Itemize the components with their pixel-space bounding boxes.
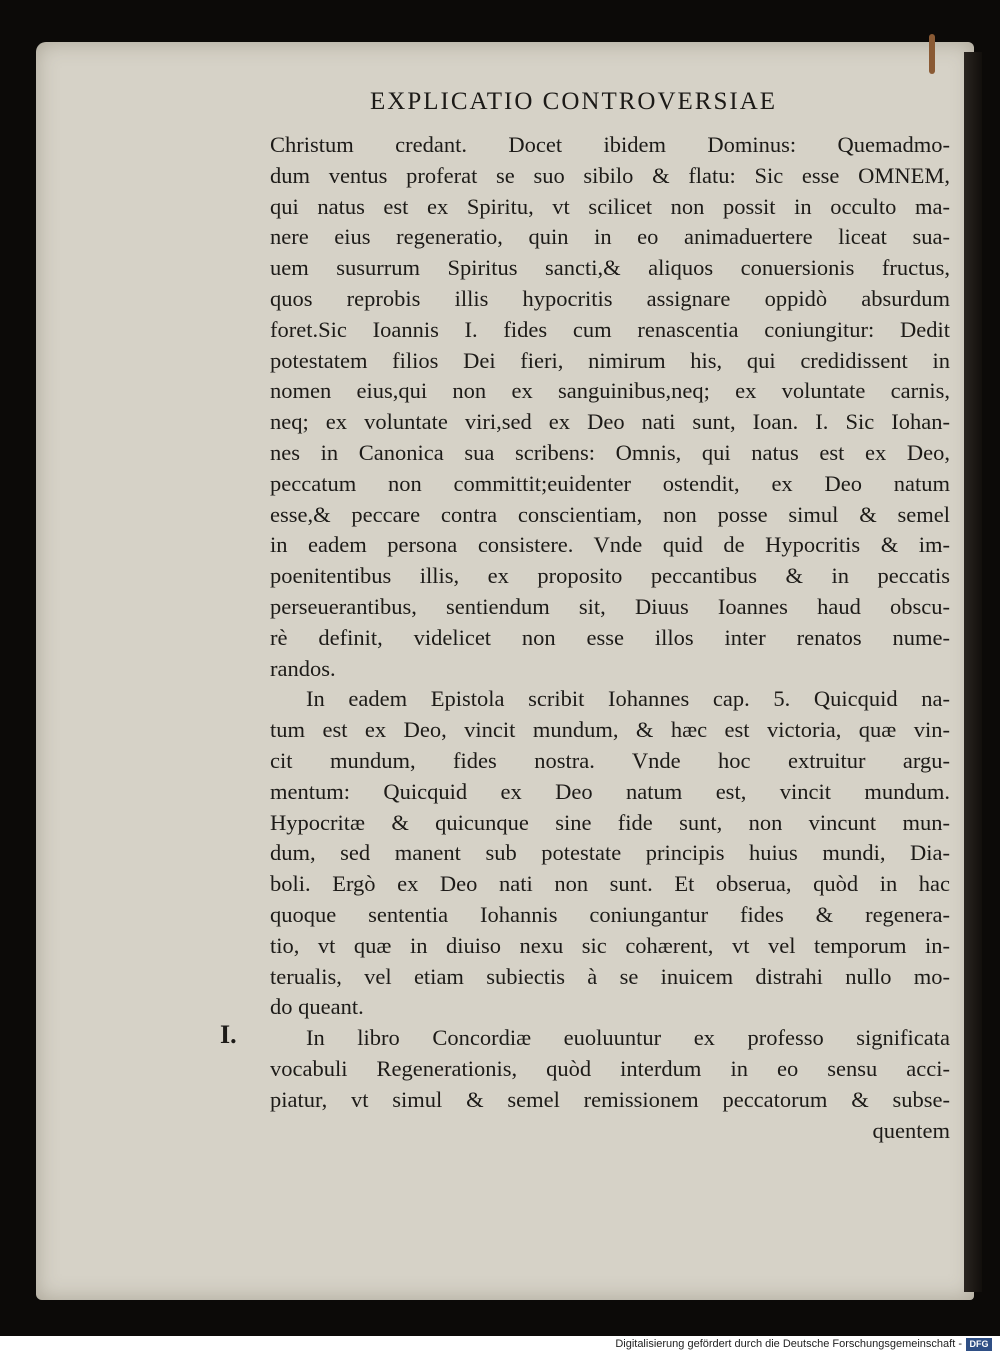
text-line: dum ventus proferat se suo sibilo & flatu: Sic esse OMNEM, bbox=[270, 162, 950, 188]
text-line: poenitentibus illis, ex proposito peccantibus & in peccatis bbox=[270, 563, 950, 589]
text-line: boli. Ergò ex Deo nati non sunt. Et obserua, quòd in hac bbox=[270, 871, 950, 897]
dfg-logo: DFG bbox=[966, 1338, 992, 1351]
text-line: quos reprobis illis hypocritis assignare oppidò absurdum bbox=[270, 285, 950, 311]
text-line: qui natus est ex Spiritu, vt scilicet non possit in occulto ma- bbox=[270, 193, 950, 219]
text-line: Christum credant. Docet ibidem Dominus: Quemadmo- bbox=[270, 132, 950, 157]
text-line: rè definit, videlicet non esse illos inter renatos nume- bbox=[270, 624, 950, 650]
text-line: In eadem Epistola scribit Iohannes cap. 5. Quicquid na- bbox=[306, 686, 950, 712]
text-line: nomen eius,qui non ex sanguinibus,neq; ex voluntate carnis, bbox=[270, 378, 950, 404]
text-line: in eadem persona consistere. Vnde quid de Hypocritis & im- bbox=[270, 532, 950, 558]
catchword: quentem bbox=[872, 1117, 950, 1143]
text-line: foret.Sic Ioannis I. fides cum renascentia coniungitur: Dedit bbox=[270, 316, 950, 342]
text-line: nere eius regeneratio, quin in eo animaduertere liceat sua- bbox=[270, 224, 950, 250]
text-line: uem susurrum Spiritus sancti,& aliquos conuersionis fructus, bbox=[270, 255, 950, 281]
footer-bar bbox=[0, 1336, 1000, 1354]
text-line: tio, vt quæ in diuiso nexu sic cohærent, vt vel temporum in- bbox=[270, 932, 950, 958]
running-head: EXPLICATIO CONTROVERSIAE bbox=[370, 88, 778, 115]
text-line: Hypocritæ & quicunque sine fide sunt, non vincunt mun- bbox=[270, 809, 950, 835]
marginal-note: I. bbox=[220, 1020, 237, 1049]
text-line: do queant. bbox=[270, 994, 364, 1020]
text-line: peccatum non committit;euidenter ostendit, ex Deo natum bbox=[270, 470, 950, 496]
text-line: piatur, vt simul & semel remissionem peccatorum & subse- bbox=[270, 1086, 950, 1112]
page-tab-marker bbox=[929, 34, 935, 74]
body-text bbox=[270, 130, 950, 1146]
text-line: In libro Concordiæ euoluuntur ex professo significata bbox=[306, 1025, 950, 1051]
text-line: vocabuli Regenerationis, quòd interdum in eo sensu acci- bbox=[270, 1055, 950, 1081]
text-line: esse,& peccare contra conscientiam, non posse simul & semel bbox=[270, 501, 950, 527]
text-line: dum, sed manent sub potestate principis huius mundi, Dia- bbox=[270, 840, 950, 866]
funding-notice: Digitalisierung gefördert durch die Deutsche Forschungsgemeinschaft - bbox=[615, 1338, 962, 1350]
text-line: mentum: Quicquid ex Deo natum est, vincit mundum. bbox=[270, 778, 950, 804]
text-line: potestatem filios Dei fieri, nimirum his, qui credidissent in bbox=[270, 347, 950, 373]
text-line: tum est ex Deo, vincit mundum, & hæc est victoria, quæ vin- bbox=[270, 717, 950, 743]
text-line: neq; ex voluntate viri,sed ex Deo nati sunt, Ioan. I. Sic Iohan- bbox=[270, 409, 950, 435]
text-line: nes in Canonica sua scribens: Omnis, qui natus est ex Deo, bbox=[270, 439, 950, 465]
text-line: randos. bbox=[270, 655, 336, 681]
text-line: quoque sententia Iohannis coniungantur fides & regenera- bbox=[270, 901, 950, 927]
page-edge-shadow bbox=[964, 52, 982, 1292]
text-line: cit mundum, fides nostra. Vnde hoc extruitur argu- bbox=[270, 747, 950, 773]
text-line: terualis, vel etiam subiectis à se inuicem distrahi nullo mo- bbox=[270, 963, 950, 989]
text-line: perseuerantibus, sentiendum sit, Diuus Ioannes haud obscu- bbox=[270, 593, 950, 619]
